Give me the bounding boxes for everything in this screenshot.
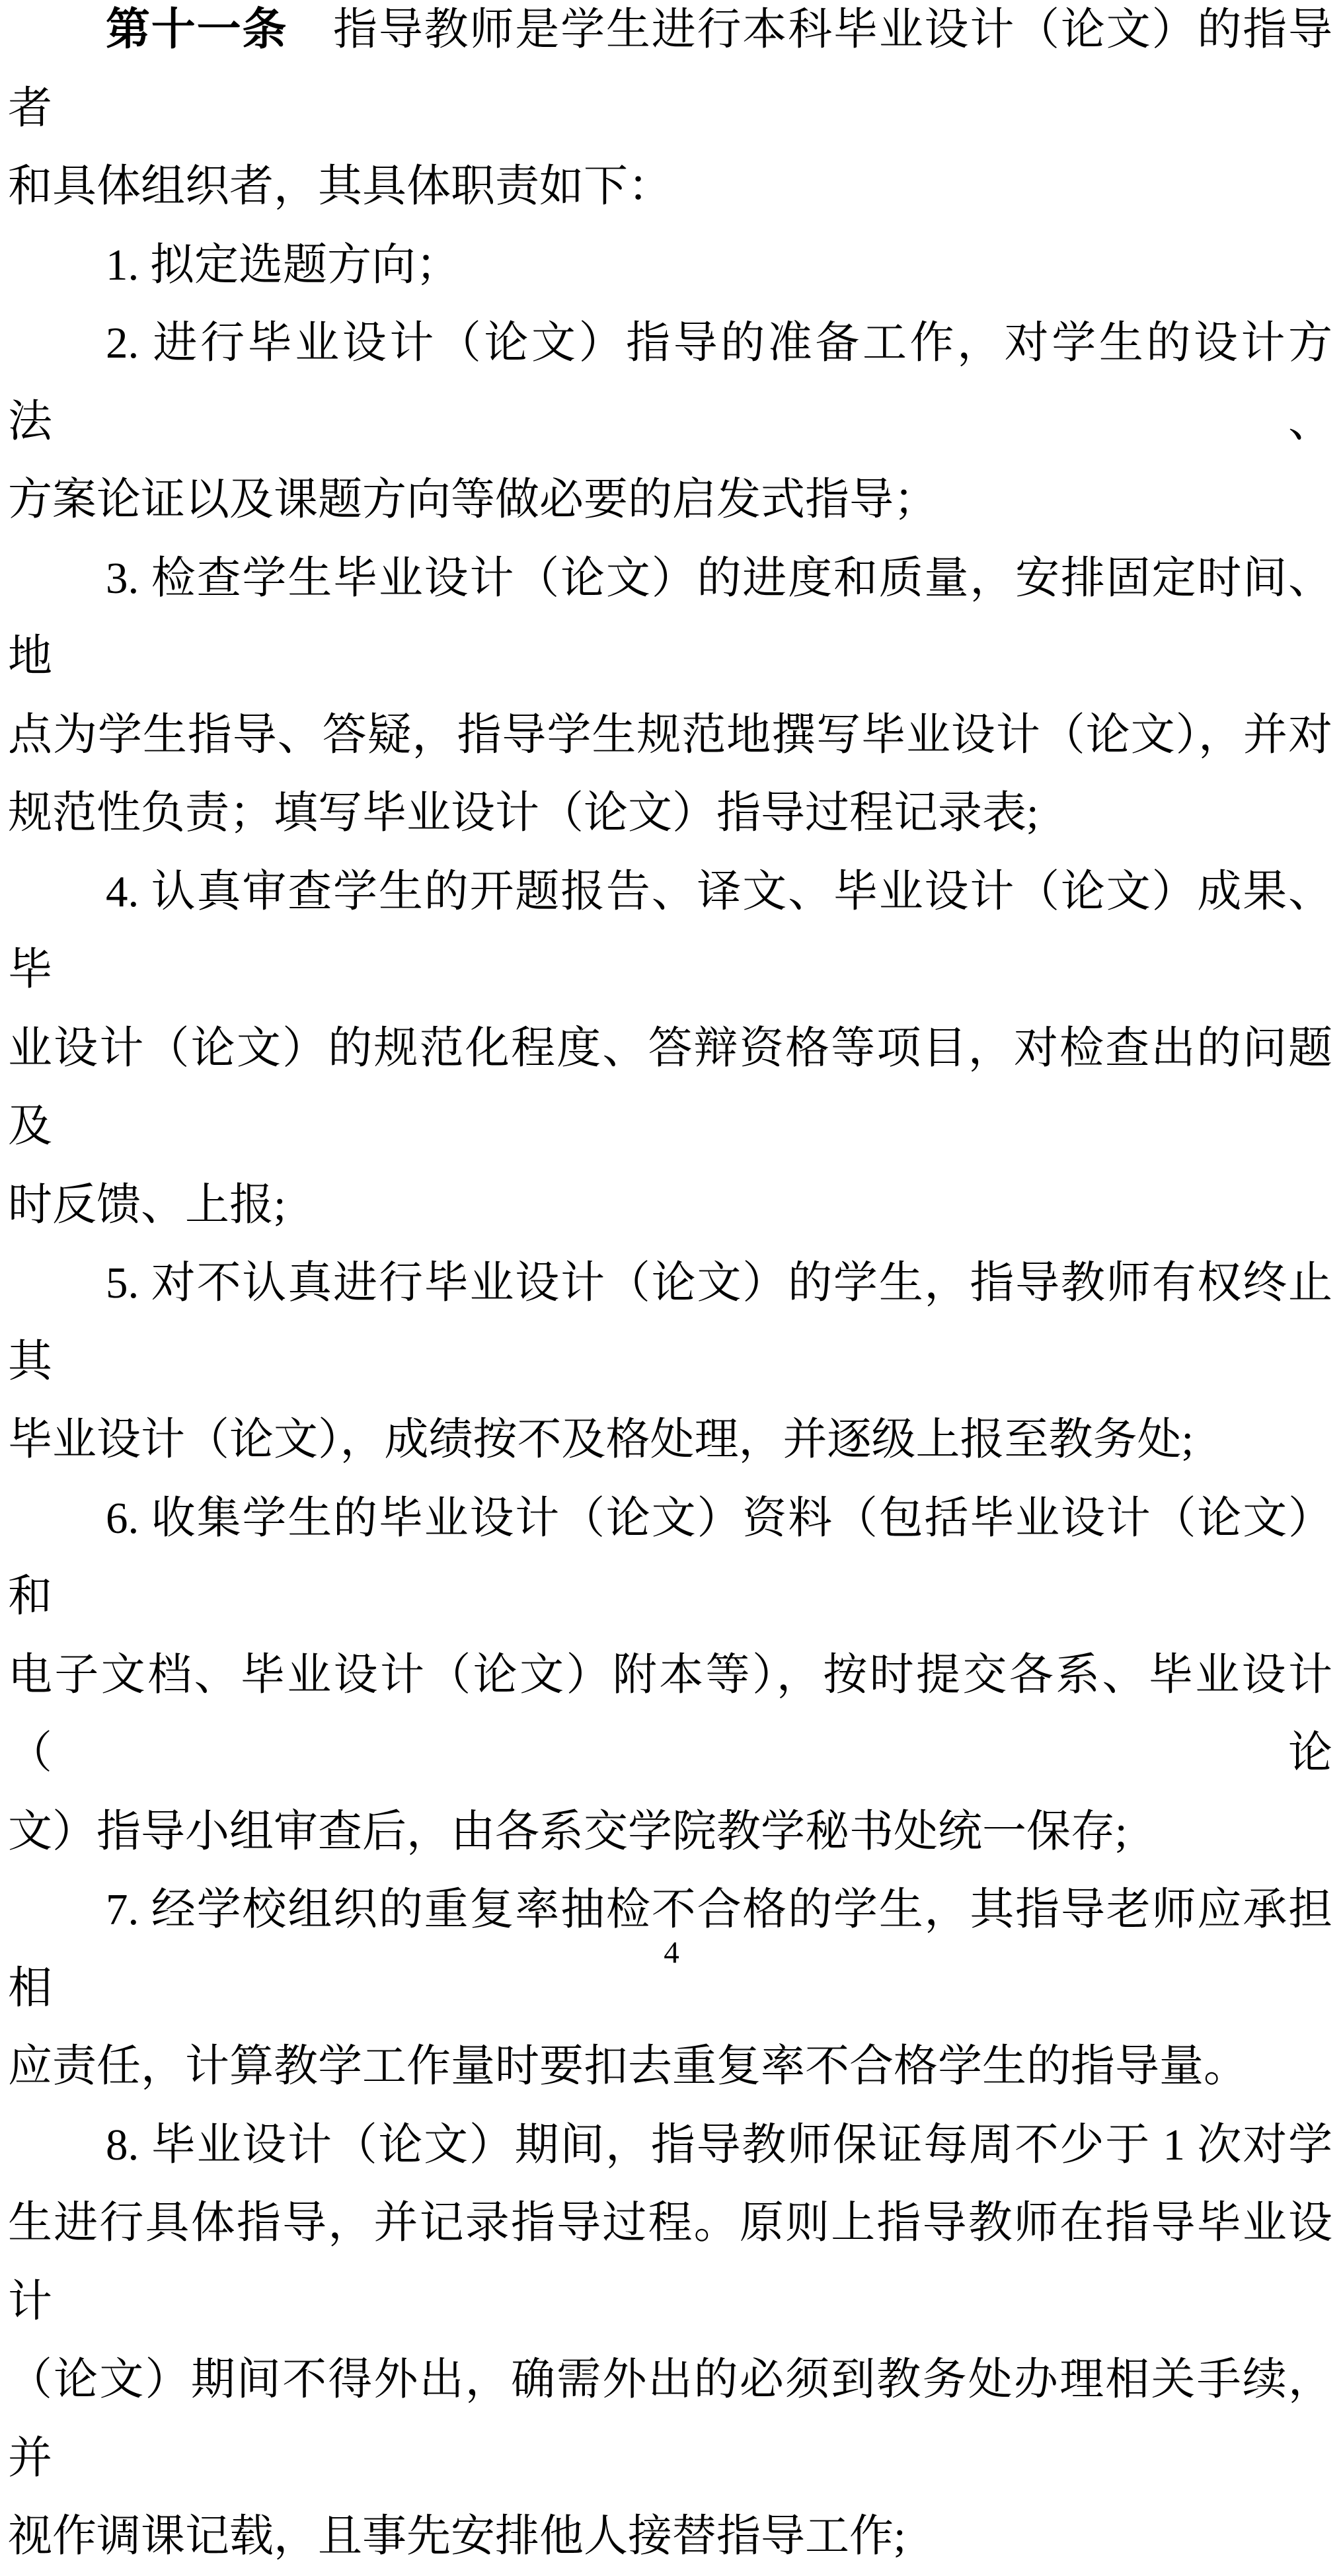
text-line: 规范性负责；填写毕业设计（论文）指导过程记录表; (8, 789, 1039, 838)
text-line: 电子文档、毕业设计（论文）附本等），按时提交各系、毕业设计（论 (8, 1650, 1332, 1777)
article-body (8, 0, 1332, 2576)
text-line (8, 0, 1332, 147)
text-line: 视作调课记载，且事先安排他人接替指导工作; (8, 2512, 906, 2561)
text-line: 文）指导小组审查后，由各系交学院教学秘书处统一保存; (8, 1807, 1128, 1856)
article-intro-text: 指导教师是学生进行本科毕业设计（论文）的指导者 (8, 5, 1333, 133)
article-number-label: 第十一条 (106, 5, 288, 54)
text-line: 4. 认真审查学生的开题报告、译文、毕业设计（论文）成果、毕 (8, 867, 1332, 994)
text-line: 和具体组织者，其具体职责如下： (8, 162, 672, 211)
text-line: 3. 检查学生毕业设计（论文）的进度和质量，安排固定时间、地 (8, 553, 1332, 681)
text-line: 1. 拟定选题方向； (106, 240, 460, 290)
text-line: 点为学生指导、答疑，指导学生规范地撰写毕业设计（论文），并对 (8, 710, 1332, 760)
text-line: 2. 进行毕业设计（论文）指导的准备工作，对学生的设计方法、 (8, 319, 1332, 446)
page-number: 4 (664, 1935, 679, 1970)
text-line: 毕业设计（论文），成绩按不及格处理，并逐级上报至教务处; (8, 1415, 1194, 1464)
text-line: 6. 收集学生的毕业设计（论文）资料（包括毕业设计（论文）和 (8, 1493, 1332, 1621)
text-line: 业设计（论文）的规范化程度、答辩资格等项目，对检查出的问题及 (8, 1023, 1332, 1151)
text-line: 7. 经学校组织的重复率抽检不合格的学生，其指导老师应承担相 (8, 1885, 1332, 2013)
text-line: 生进行具体指导，并记录指导过程。原则上指导教师在指导毕业设计 (8, 2199, 1332, 2326)
text-line: 方案论证以及课题方向等做必要的启发式指导； (8, 475, 938, 524)
text-line: （论文）期间不得外出，确需外出的必须到教务处办理相关手续，并 (8, 2355, 1332, 2483)
text-line: 5. 对不认真进行毕业设计（论文）的学生，指导教师有权终止其 (8, 1259, 1332, 1386)
text-line: 8. 毕业设计（论文）期间，指导教师保证每周不少于 1 次对学 (106, 2120, 1332, 2169)
text-line: 时反馈、上报; (8, 1180, 286, 1229)
text-line: 应责任，计算教学工作量时要扣去重复率不合格学生的指导量。 (8, 2042, 1248, 2091)
